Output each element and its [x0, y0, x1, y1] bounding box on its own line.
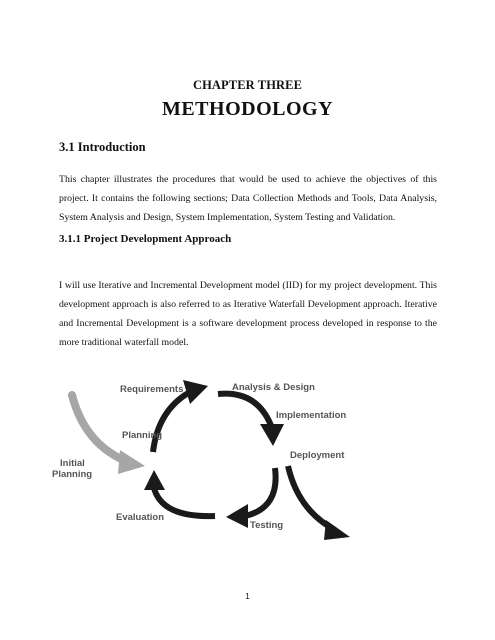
label-requirements: Requirements	[120, 384, 184, 395]
cycle-arrow-analysis	[218, 394, 284, 446]
label-planning: Planning	[122, 430, 163, 441]
section-paragraph: This chapter illustrates the procedures that would be used to achieve the objectives of this project. It contains the following sections; Data Collection Methods and Tools, Data Analysis, System Analysis and Design, System Implementation, System Testing and Validation.	[59, 174, 437, 223]
label-initial-planning-text: Initial	[60, 458, 85, 469]
subsection-paragraph: I will use Iterative and Incremental Development model (IID) for my project development. This development approach is also referred to as Iterative Waterfall Development approach. Iterative and Incremental Development is a software development process developed in response to the more traditional waterfall model.	[59, 280, 437, 348]
page-number: 1	[245, 592, 250, 601]
subsection-heading: 3.1.1 Project Development Approach	[59, 233, 232, 245]
label-testing: Testing	[250, 520, 284, 531]
label-implementation: Implementation	[276, 410, 347, 421]
exit-arrow	[288, 466, 350, 540]
label-initial-planning: Initial Planning	[52, 458, 93, 480]
iid-cycle-diagram	[50, 370, 370, 550]
cycle-arrow-evaluation	[144, 470, 215, 516]
cycle-arrow-deployment	[226, 468, 276, 528]
chapter-label: CHAPTER THREE	[192, 78, 303, 92]
label-analysis-design: Analysis & Design	[232, 382, 315, 393]
label-evaluation: Evaluation	[116, 512, 165, 523]
chapter-title: METHODOLOGY	[161, 98, 334, 120]
label-deployment: Deployment	[290, 450, 345, 461]
section-heading: 3.1 Introduction	[59, 140, 146, 154]
